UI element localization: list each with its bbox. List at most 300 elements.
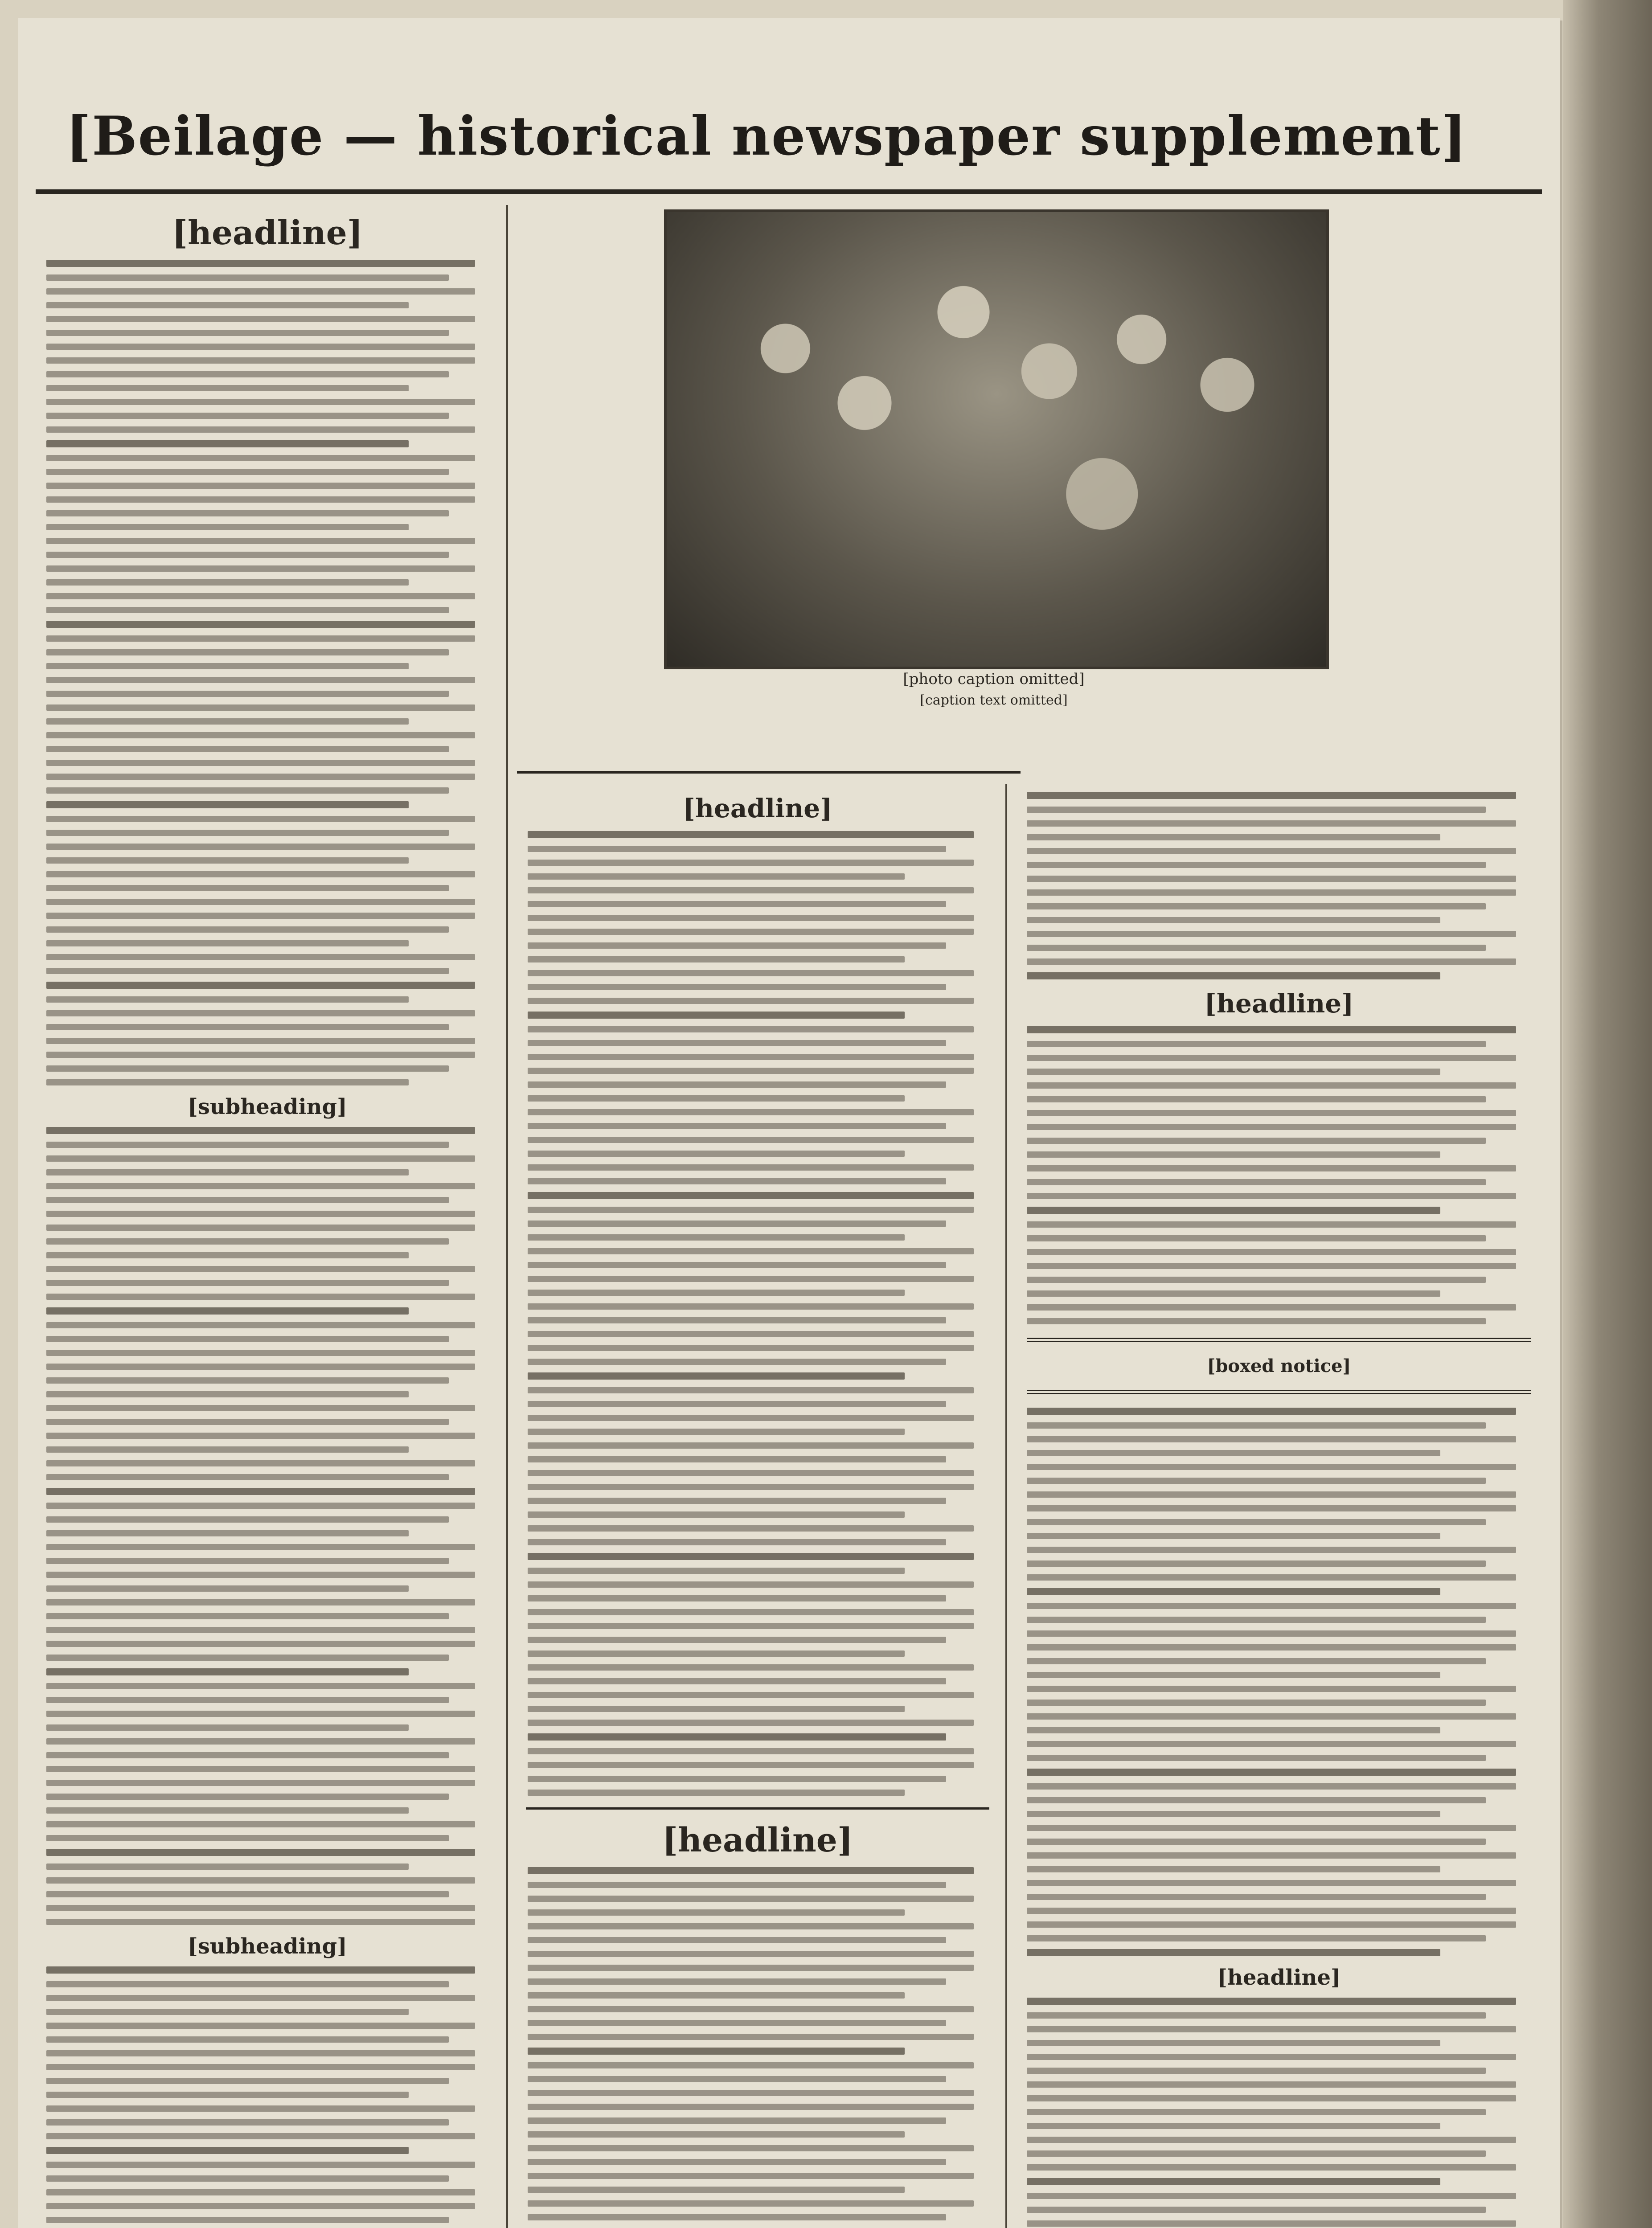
text-line xyxy=(46,1627,475,1633)
text-line xyxy=(46,2050,475,2056)
text-line xyxy=(46,2162,475,2168)
text-line xyxy=(528,1923,974,1929)
text-line xyxy=(46,1919,475,1925)
column-divider xyxy=(1005,784,1007,2228)
text-line xyxy=(1027,1547,1516,1553)
text-line xyxy=(528,1401,946,1407)
text-line xyxy=(46,816,475,822)
text-line xyxy=(1027,2220,1516,2227)
text-line xyxy=(46,1225,475,1231)
text-line xyxy=(528,1539,946,1545)
text-line xyxy=(46,1711,475,1717)
text-line xyxy=(528,1331,974,1337)
text-line xyxy=(1027,1055,1516,1061)
news-photo xyxy=(664,209,1329,669)
text-line xyxy=(1027,1110,1516,1116)
text-line xyxy=(46,385,409,391)
article-headline: [headline] xyxy=(1204,988,1354,1019)
text-line xyxy=(46,746,449,752)
article-subheading: [headline] xyxy=(1217,1965,1341,1990)
text-line xyxy=(528,1748,974,1754)
text-line xyxy=(46,1683,475,1689)
text-line xyxy=(46,260,475,267)
text-line xyxy=(1027,1998,1516,2005)
text-line xyxy=(46,538,475,544)
text-line xyxy=(46,579,409,586)
text-line xyxy=(46,2133,475,2139)
text-line xyxy=(46,344,475,350)
text-line xyxy=(46,469,449,475)
text-line xyxy=(528,831,974,838)
text-line xyxy=(1027,1069,1440,1075)
article-body xyxy=(1016,1408,1542,1956)
text-line xyxy=(1027,972,1440,979)
text-line xyxy=(528,1387,974,1393)
text-line xyxy=(46,2036,449,2043)
text-line xyxy=(46,1364,475,1370)
text-line xyxy=(46,2147,409,2154)
text-line xyxy=(1027,931,1516,937)
text-line xyxy=(46,1905,475,1911)
text-line xyxy=(46,1891,449,1897)
text-line xyxy=(1027,1096,1486,1102)
text-line xyxy=(528,1637,946,1643)
text-line xyxy=(1027,876,1516,882)
text-line xyxy=(46,2105,475,2112)
text-line xyxy=(528,2214,946,2220)
text-line xyxy=(1027,1505,1516,1511)
text-line xyxy=(528,1456,946,1462)
text-line xyxy=(1027,945,1486,951)
text-line xyxy=(1027,1783,1516,1790)
text-line xyxy=(528,1720,974,1726)
text-line xyxy=(1027,1949,1440,1956)
text-line xyxy=(46,663,409,669)
text-line xyxy=(46,704,475,711)
text-line xyxy=(1027,1574,1516,1581)
text-line xyxy=(46,649,449,655)
text-line xyxy=(528,1054,974,1060)
text-line xyxy=(46,968,449,974)
text-line xyxy=(46,1307,409,1315)
text-line xyxy=(528,1484,974,1490)
text-line xyxy=(46,2203,475,2209)
text-line xyxy=(46,1446,409,1453)
text-line xyxy=(1027,903,1486,909)
text-line xyxy=(1027,1769,1516,1776)
text-line xyxy=(46,1038,475,1044)
text-line xyxy=(528,1978,946,1985)
text-line xyxy=(46,371,449,377)
newspaper-page xyxy=(18,18,1560,2228)
text-line xyxy=(46,1697,449,1703)
text-line xyxy=(528,984,946,990)
text-line xyxy=(1027,1026,1516,1033)
text-line xyxy=(46,1572,475,1578)
text-line xyxy=(46,885,449,891)
masthead-rule xyxy=(36,189,1542,194)
text-line xyxy=(46,413,449,419)
text-line xyxy=(46,1065,449,1072)
text-line xyxy=(528,929,974,935)
text-line xyxy=(46,1294,475,1300)
text-line xyxy=(528,1429,905,1435)
text-line xyxy=(528,1290,905,1296)
article-body xyxy=(1016,1998,1542,2228)
text-line xyxy=(46,1127,475,1134)
text-line xyxy=(46,1585,409,1592)
text-line xyxy=(528,2159,946,2165)
text-line xyxy=(1027,848,1516,854)
text-line xyxy=(46,524,409,530)
text-line xyxy=(46,1807,409,1814)
text-line xyxy=(46,857,409,864)
text-line xyxy=(1027,1422,1486,1429)
text-line xyxy=(1027,1588,1440,1595)
text-line xyxy=(528,1762,974,1768)
text-line xyxy=(528,970,974,976)
text-line xyxy=(528,1692,974,1698)
text-line xyxy=(1027,2207,1486,2213)
text-line xyxy=(46,1503,475,1509)
text-line xyxy=(46,1405,475,1411)
text-line xyxy=(528,1026,974,1032)
text-line xyxy=(46,1169,409,1175)
text-line xyxy=(528,1776,946,1782)
text-line xyxy=(46,2217,449,2223)
text-line xyxy=(46,1024,449,1030)
text-line xyxy=(1027,1436,1516,1442)
text-line xyxy=(528,2020,946,2026)
text-line xyxy=(528,2131,905,2138)
text-line xyxy=(46,691,449,697)
text-line xyxy=(528,1790,905,1796)
article-headline: [headline] xyxy=(662,1821,853,1859)
text-line xyxy=(46,2092,409,2098)
article-body xyxy=(36,1966,499,2228)
text-line xyxy=(1027,1839,1486,1845)
text-line xyxy=(528,860,974,866)
text-line xyxy=(528,2104,974,2110)
text-line xyxy=(46,2189,475,2195)
text-line xyxy=(1027,1603,1516,1609)
text-line xyxy=(528,2076,946,2082)
text-line xyxy=(46,1474,449,1480)
photo-caption-block xyxy=(651,668,1337,711)
text-line xyxy=(528,2034,974,2040)
text-line xyxy=(528,1882,946,1888)
text-line xyxy=(46,844,475,850)
text-line xyxy=(46,1995,475,2001)
text-line xyxy=(528,1234,905,1241)
text-line xyxy=(46,357,475,364)
text-line xyxy=(1027,1519,1486,1525)
text-line xyxy=(528,1951,974,1957)
text-line xyxy=(1027,1179,1486,1185)
text-line xyxy=(46,1981,449,1987)
text-line xyxy=(46,1966,475,1974)
text-line xyxy=(1027,834,1440,840)
text-line xyxy=(1027,1713,1516,1720)
text-line xyxy=(1027,1138,1486,1144)
text-line xyxy=(528,901,946,907)
text-line xyxy=(528,1581,974,1588)
text-line xyxy=(46,1238,449,1245)
text-line xyxy=(46,621,475,628)
text-line xyxy=(528,1345,974,1351)
photo-subcaption: [caption text omitted] xyxy=(920,692,1068,708)
text-line xyxy=(1027,1825,1516,1831)
text-line xyxy=(528,1276,974,1282)
text-line xyxy=(46,1079,409,1085)
text-line xyxy=(46,1849,475,1856)
article-body xyxy=(36,260,499,1085)
text-line xyxy=(528,998,974,1004)
text-line xyxy=(528,915,974,921)
photo-caption: [photo caption omitted] xyxy=(903,670,1085,688)
text-line xyxy=(46,2078,449,2084)
text-line xyxy=(1027,1644,1516,1651)
text-line xyxy=(46,982,475,989)
text-line xyxy=(46,1655,449,1661)
text-line xyxy=(46,2009,409,2015)
text-line xyxy=(46,1794,449,1800)
text-line xyxy=(528,2048,905,2055)
text-line xyxy=(46,607,449,613)
article-subheading: [subheading] xyxy=(188,1934,347,1959)
text-line xyxy=(46,302,409,308)
text-line xyxy=(528,1068,974,1074)
text-line xyxy=(46,565,475,572)
text-line xyxy=(528,1109,974,1115)
text-line xyxy=(1027,1617,1486,1623)
text-line xyxy=(1027,1533,1440,1539)
text-line xyxy=(46,1821,475,1827)
text-line xyxy=(46,635,475,642)
text-line xyxy=(1027,2164,1516,2171)
text-line xyxy=(46,1558,449,1564)
text-line xyxy=(1027,2193,1516,2199)
text-line xyxy=(46,1752,449,1758)
text-line xyxy=(46,440,409,447)
text-line xyxy=(46,760,475,766)
text-line xyxy=(1027,1235,1486,1241)
text-line xyxy=(528,1123,946,1129)
text-line xyxy=(46,1252,409,1258)
text-line xyxy=(528,1178,946,1184)
text-line xyxy=(1027,2137,1516,2143)
text-line xyxy=(528,956,905,962)
text-line xyxy=(528,1965,974,1971)
text-line xyxy=(1027,1193,1516,1199)
text-line xyxy=(46,1668,409,1675)
text-line xyxy=(1027,1741,1516,1747)
text-line xyxy=(1027,1658,1486,1664)
photo-crowd xyxy=(667,212,1326,667)
text-line xyxy=(46,1599,475,1605)
text-line xyxy=(1027,1263,1516,1269)
text-line xyxy=(46,483,475,489)
text-line xyxy=(1027,1277,1486,1283)
text-line xyxy=(528,873,905,880)
text-line xyxy=(46,830,449,836)
text-line xyxy=(528,1151,905,1157)
text-line xyxy=(528,2006,974,2012)
article-body xyxy=(517,831,998,1796)
text-line xyxy=(528,1262,946,1268)
text-line xyxy=(1027,2068,1486,2074)
text-line xyxy=(46,2175,449,2182)
text-line xyxy=(46,926,449,933)
text-line xyxy=(46,1183,475,1189)
text-line xyxy=(528,1651,905,1657)
text-line xyxy=(528,1664,974,1671)
text-line xyxy=(46,288,475,295)
text-line xyxy=(528,1623,974,1629)
text-line xyxy=(46,455,475,461)
text-line xyxy=(46,1724,409,1731)
article-headline: [headline] xyxy=(172,214,363,252)
text-line xyxy=(528,1511,905,1518)
text-line xyxy=(1027,1672,1440,1678)
text-line xyxy=(46,718,409,725)
text-line xyxy=(46,1530,409,1536)
text-line xyxy=(1027,1290,1440,1297)
text-line xyxy=(528,1317,946,1323)
text-line xyxy=(528,1992,905,1999)
text-line xyxy=(528,1248,974,1254)
text-line xyxy=(1027,1408,1516,1415)
text-line xyxy=(46,274,449,281)
text-line xyxy=(46,774,475,780)
text-line xyxy=(46,510,449,516)
text-line xyxy=(528,2187,905,2193)
text-line xyxy=(1027,862,1486,868)
column-left xyxy=(36,205,499,2228)
masthead: [Beilage — historical newspaper supplement] xyxy=(66,104,1468,168)
text-line xyxy=(1027,1249,1516,1255)
text-line xyxy=(1027,1318,1486,1324)
text-line xyxy=(1027,917,1440,923)
boxed-notice: [boxed notice] xyxy=(1027,1338,1531,1394)
text-line xyxy=(528,1207,974,1213)
text-line xyxy=(46,1197,449,1203)
text-line xyxy=(1027,2150,1486,2157)
text-line xyxy=(1027,1894,1486,1900)
text-line xyxy=(46,1155,475,1162)
text-line xyxy=(528,1359,946,1365)
text-line xyxy=(528,1137,974,1143)
text-line xyxy=(46,1460,475,1466)
article-body xyxy=(36,1127,499,1925)
text-line xyxy=(1027,1124,1516,1130)
text-line xyxy=(1027,1700,1486,1706)
text-line xyxy=(1027,1630,1516,1637)
article-headline: [headline] xyxy=(683,793,832,823)
text-line xyxy=(46,1052,475,1058)
text-line xyxy=(46,940,409,946)
text-line xyxy=(528,2090,974,2096)
text-line xyxy=(528,1553,974,1560)
text-line xyxy=(46,871,475,877)
text-line xyxy=(1027,1908,1516,1914)
text-line xyxy=(46,399,475,405)
text-line xyxy=(46,593,475,599)
text-line xyxy=(1027,807,1486,813)
text-line xyxy=(1027,2109,1486,2115)
text-line xyxy=(528,1012,905,1019)
text-line xyxy=(528,2062,974,2068)
text-line xyxy=(46,787,449,794)
text-line xyxy=(528,1525,974,1532)
text-line xyxy=(1027,889,1516,896)
text-line xyxy=(46,801,409,808)
text-line xyxy=(1027,1165,1516,1171)
photo-rule xyxy=(517,771,1021,774)
text-line xyxy=(1027,2054,1516,2060)
text-line xyxy=(528,1442,974,1449)
text-line xyxy=(528,1164,974,1171)
column-divider xyxy=(506,205,508,2228)
text-line xyxy=(528,1372,905,1380)
text-line xyxy=(528,1706,905,1712)
text-line xyxy=(528,1896,974,1902)
text-line xyxy=(46,1766,475,1772)
text-line xyxy=(46,1391,409,1397)
text-line xyxy=(1027,1852,1516,1859)
text-line xyxy=(528,1568,905,1574)
text-line xyxy=(1027,2178,1440,2185)
text-line xyxy=(1027,2123,1440,2129)
text-line xyxy=(46,2119,449,2126)
text-line xyxy=(46,316,475,322)
text-line xyxy=(528,1498,946,1504)
text-line xyxy=(528,1937,946,1943)
text-line xyxy=(1027,1811,1440,1817)
binding-spine xyxy=(1563,0,1652,2228)
text-line xyxy=(46,1835,449,1841)
text-line xyxy=(528,1733,946,1741)
text-line xyxy=(46,913,475,919)
text-line xyxy=(528,1867,974,1874)
text-line xyxy=(46,2064,475,2070)
column-middle xyxy=(517,784,998,2228)
text-line xyxy=(46,1488,475,1495)
text-line xyxy=(46,899,475,905)
text-line xyxy=(46,1863,409,1870)
text-line xyxy=(528,2117,946,2124)
text-line xyxy=(46,1142,449,1148)
text-line xyxy=(1027,1491,1516,1498)
text-line xyxy=(1027,1082,1516,1089)
text-line xyxy=(1027,1866,1440,1872)
text-line xyxy=(528,1595,946,1601)
text-line xyxy=(1027,1464,1516,1470)
text-line xyxy=(46,1280,449,1286)
text-line xyxy=(1027,1221,1516,1228)
text-line xyxy=(1027,1478,1486,1484)
section-rule xyxy=(526,1807,989,1810)
text-line xyxy=(528,1040,946,1046)
text-line xyxy=(1027,1755,1486,1761)
text-line xyxy=(528,1470,974,1476)
text-line xyxy=(46,1613,449,1619)
text-line xyxy=(46,1641,475,1647)
text-line xyxy=(46,1350,475,1356)
text-line xyxy=(1027,1935,1486,1941)
text-line xyxy=(46,677,475,683)
text-line xyxy=(1027,1560,1486,1567)
